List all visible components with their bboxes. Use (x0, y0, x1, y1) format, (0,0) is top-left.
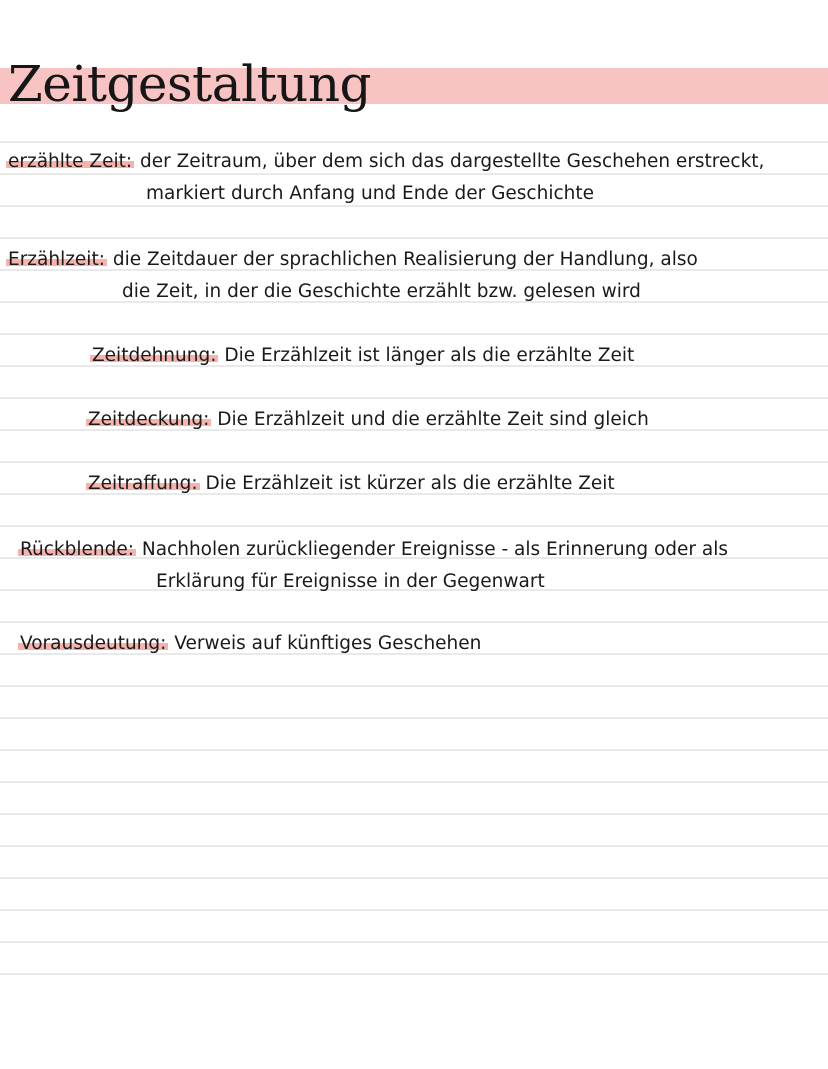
page-title: Zeitgestaltung (8, 55, 372, 113)
definition-line: Die Erzählzeit ist länger als die erzählte Zeit (224, 345, 635, 366)
entry-vorausdeutung (18, 628, 481, 660)
definition-line: die Zeitdauer der sprachlichen Realisierung der Handlung, also (112, 249, 698, 270)
term-label: Vorausdeutung: (20, 633, 167, 654)
definition-line: Nachholen zurückliegender Ereignisse - als Erinnerung oder als (141, 539, 728, 560)
entry-zeitdeckung (86, 404, 649, 436)
entry-erzaehlte-zeit (6, 146, 764, 178)
definition-line: die Zeit, in der die Geschichte erzählt bzw. gelesen wird (122, 281, 641, 302)
entry-zeitraffung (86, 468, 615, 500)
definition-line: Verweis auf künftiges Geschehen (174, 633, 482, 654)
entry-zeitdehnung (90, 340, 634, 372)
term-label: Zeitraffung: (88, 473, 198, 494)
term-label: Zeitdehnung: (92, 345, 217, 366)
definition-line: Die Erzählzeit ist kürzer als die erzählte Zeit (205, 473, 615, 494)
entry-erzaehlzeit (6, 244, 698, 276)
definition-line: der Zeitraum, über dem sich das dargestellte Geschehen erstreckt, (140, 151, 765, 172)
definition-line: markiert durch Anfang und Ende der Geschichte (146, 183, 594, 204)
term-label: Zeitdeckung: (88, 409, 210, 430)
definition-line: Erklärung für Ereignisse in der Gegenwart (156, 571, 545, 592)
definition-line: Die Erzählzeit und die erzählte Zeit sind gleich (217, 409, 649, 430)
term-label: Rückblende: (20, 539, 134, 560)
entry-rueckblende (18, 534, 728, 566)
term-label: erzählte Zeit: (8, 151, 133, 172)
term-label: Erzählzeit: (8, 249, 105, 270)
